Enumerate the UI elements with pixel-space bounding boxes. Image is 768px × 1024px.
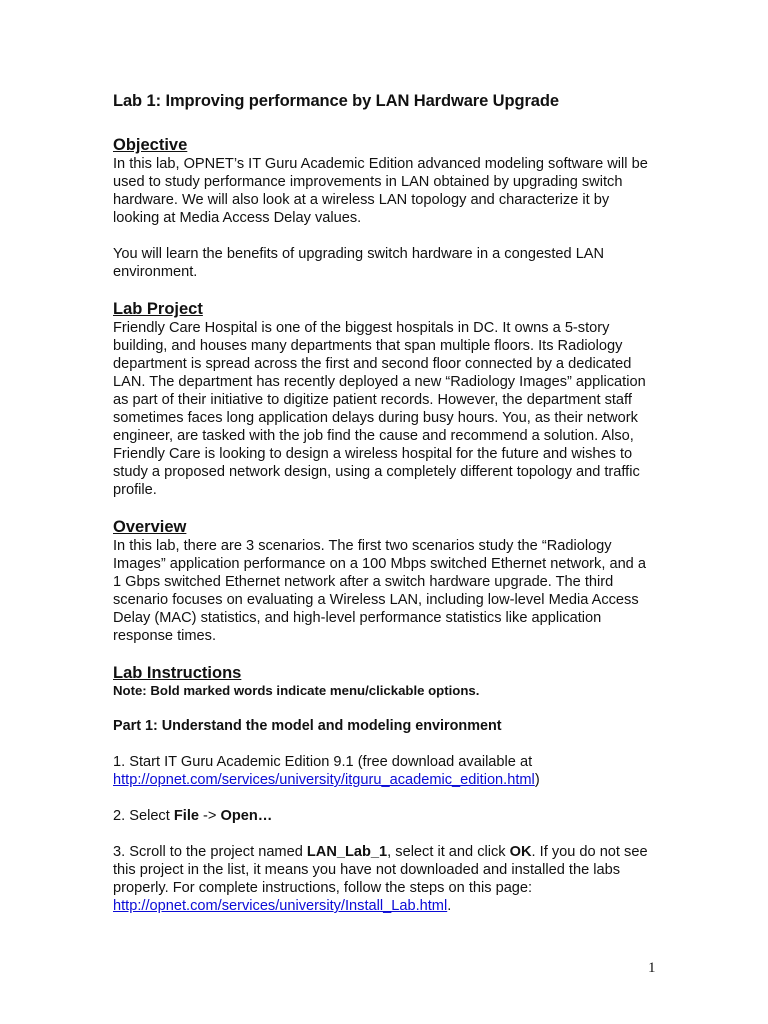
step-3-end: .: [447, 898, 452, 914]
overview-heading: Overview: [113, 518, 187, 536]
step-1-text: 1. Start IT Guru Academic Edition 9.1 (free download available at: [113, 754, 533, 770]
step-3: [113, 843, 658, 915]
step-1-close: ): [534, 772, 540, 788]
install-lab-link[interactable]: http://opnet.com/services/university/Install_Lab.html: [113, 898, 448, 914]
lab-project-heading: Lab Project: [113, 300, 203, 318]
objective-heading: Objective: [113, 136, 188, 154]
itguru-download-link[interactable]: http://opnet.com/services/university/itguru_academic_edition.html: [113, 772, 535, 788]
step-3-text: . If you do not see this project in the list, it means you have not downloaded and installed the labs properly. For complete instructions, follow the steps on this page:: [113, 844, 648, 896]
overview-paragraph: In this lab, there are 3 scenarios. The first two scenarios study the “Radiology Images” application performance on a 100 Mbps switched Ethernet network, and a 1 Gbps switched Ethernet network after a switch hardware upgrade. The third scenario focuses on evaluating a Wireless LAN, including low-level Media Access Delay (MAC) statistics, and high-level performance statistics like application response times.: [113, 538, 646, 644]
instructions-note: Note: Bold marked words indicate menu/clickable options.: [113, 683, 480, 698]
menu-file: File: [173, 808, 199, 824]
part-1-heading: Part 1: Understand the model and modeling environment: [113, 718, 502, 734]
objective-paragraph-1: In this lab, OPNET’s IT Guru Academic Edition advanced modeling software will be used to study performance improvements in LAN obtained by upgrading switch hardware. We will also look at a wireless LAN topology and characterize it by looking at Media Access Delay values.: [113, 156, 648, 226]
ok-option: OK: [509, 844, 532, 860]
page-title: Lab 1: Improving performance by LAN Hardware Upgrade: [113, 92, 559, 110]
document-page: [113, 92, 658, 915]
lab-instructions-heading: Lab Instructions: [113, 664, 242, 682]
lab-project-paragraph: Friendly Care Hospital is one of the biggest hospitals in DC. It owns a 5-story building, and houses many departments that span multiple floors. Its Radiology department is spread across the first and second floor connected by a dedicated LAN. The department has recently deployed a new “Radiology Images” application as part of their initiative to digitize patient records. However, the department staff sometimes faces long application delays during busy hours. You, as their network engineer, are tasked with the job find the cause and recommend a solution. Also, Friendly Care is looking to design a wireless hospital for the future and wishes to study a proposed network design, using a completely different topology and traffic profile.: [113, 320, 646, 498]
page-number: 1: [648, 960, 656, 976]
step-1: [113, 753, 658, 789]
menu-open: Open…: [220, 808, 273, 824]
step-2-prefix: 2. Select: [113, 808, 174, 824]
step-2: [113, 807, 658, 825]
step-3-prefix: 3. Scroll to the project named: [113, 844, 307, 860]
project-name: LAN_Lab_1: [306, 844, 388, 860]
objective-paragraph-2: You will learn the benefits of upgrading switch hardware in a congested LAN environment.: [113, 246, 605, 280]
step-2-arrow: ->: [198, 808, 221, 824]
step-3-middle: , select it and click: [387, 844, 510, 860]
